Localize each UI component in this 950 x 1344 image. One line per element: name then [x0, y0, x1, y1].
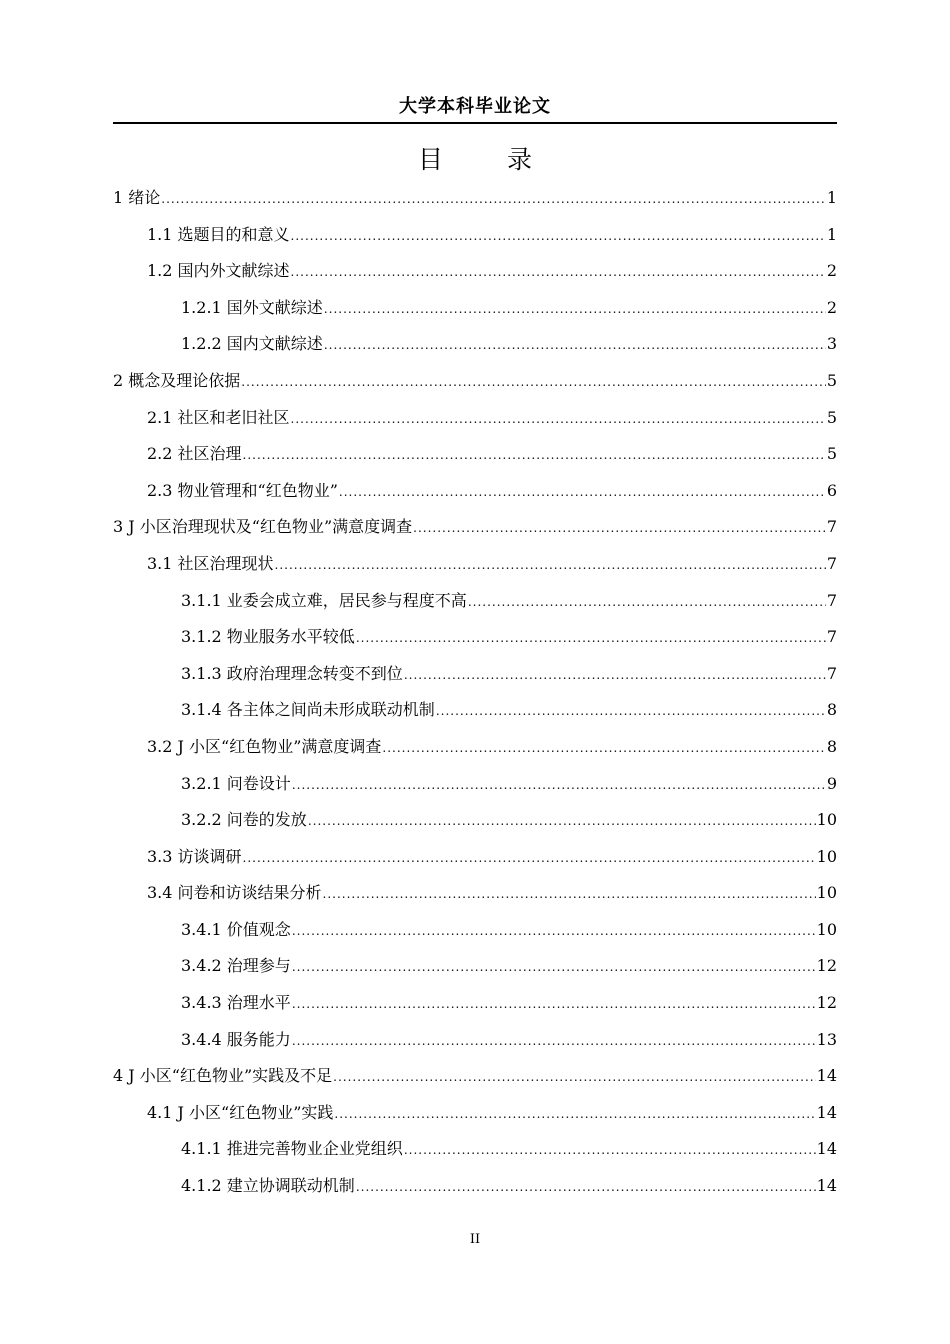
toc-entry-title: 2.2 社区治理: [147, 444, 242, 464]
toc-dot-leader: [161, 181, 826, 218]
toc-entry-title: 1 绪论: [113, 188, 161, 207]
toc-entry-title: 3.2 J 小区“红色物业”满意度调查: [147, 736, 382, 756]
toc-entry-title: 3.2.1 问卷设计: [181, 773, 291, 793]
toc-entry-page: 7: [826, 663, 837, 683]
toc-entry[interactable]: [113, 1131, 837, 1168]
toc-dot-leader: [291, 254, 826, 291]
toc-entry-title: 3.4.4 服务能力: [181, 1029, 291, 1049]
toc-entry-title: 4.1.2 建立协调联动机制: [181, 1176, 355, 1196]
toc-entry[interactable]: [113, 802, 837, 839]
toc-entry[interactable]: [113, 985, 837, 1022]
toc-entry[interactable]: [113, 1168, 837, 1205]
toc-dot-leader: [292, 767, 826, 804]
toc-dot-leader: [324, 327, 826, 364]
toc-dot-leader: [241, 364, 826, 401]
toc-dot-leader: [468, 584, 826, 621]
toc-entry-page: 5: [826, 407, 837, 427]
toc-entry[interactable]: [113, 473, 837, 510]
toc-dot-leader: [413, 510, 826, 547]
toc-dot-leader: [292, 1023, 816, 1060]
toc-entry-page: 14: [816, 1176, 837, 1196]
toc-entry-page: 7: [826, 627, 837, 647]
toc-entry[interactable]: [113, 692, 837, 729]
toc-entry-page: 8: [826, 700, 837, 720]
toc-entry-title: 3.4.1 价值观念: [181, 919, 291, 939]
toc-dot-leader: [436, 693, 826, 730]
toc-entry-page: 10: [816, 883, 837, 903]
toc-dot-leader: [291, 218, 826, 255]
toc-entry[interactable]: [113, 766, 837, 803]
toc-entry-title: 3.1.2 物业服务水平较低: [181, 627, 355, 647]
toc-dot-leader: [243, 437, 826, 474]
toc-entry-title: 2.1 社区和老旧社区: [147, 407, 290, 427]
toc-entry-title: 1.2.2 国内文献综述: [181, 334, 323, 354]
toc-entry-title: 3.1.4 各主体之间尚未形成联动机制: [181, 700, 435, 720]
toc-entry-page: 10: [816, 846, 837, 866]
toc-entry-page: 7: [826, 517, 837, 537]
toc-entry-page: 10: [816, 919, 837, 939]
toc-entry[interactable]: [113, 729, 837, 766]
toc-entry-title: 3.4.3 治理水平: [181, 993, 291, 1013]
table-of-contents: [113, 180, 837, 1205]
toc-entry[interactable]: [113, 363, 837, 400]
toc-entry[interactable]: [113, 546, 837, 583]
running-header: [113, 92, 837, 124]
toc-entry[interactable]: [113, 839, 837, 876]
page-number: II: [469, 1232, 481, 1247]
toc-entry-title: 3.3 访谈调研: [147, 846, 242, 866]
toc-entry-page: 12: [816, 993, 837, 1013]
toc-entry-title: 4.1.1 推进完善物业企业党组织: [181, 1139, 403, 1159]
toc-dot-leader: [275, 547, 826, 584]
toc-entry[interactable]: [113, 180, 837, 217]
toc-entry-page: 14: [816, 1102, 837, 1122]
toc-dot-leader: [334, 1096, 815, 1133]
toc-entry[interactable]: [113, 326, 837, 363]
toc-entry-page: 5: [826, 444, 837, 464]
toc-entry[interactable]: [113, 217, 837, 254]
toc-entry-title: 3.4.2 治理参与: [181, 956, 291, 976]
toc-dot-leader: [356, 620, 826, 657]
toc-entry-page: 12: [816, 956, 837, 976]
toc-entry-title: 3.2.2 问卷的发放: [181, 810, 307, 830]
toc-entry-page: 1: [826, 188, 837, 207]
toc-entry-page: 6: [826, 480, 837, 500]
toc-entry-title: 3.4 问卷和访谈结果分析: [147, 883, 322, 903]
toc-entry-page: 9: [826, 773, 837, 793]
toc-dot-leader: [333, 1059, 816, 1096]
toc-entry[interactable]: [113, 875, 837, 912]
toc-dot-leader: [308, 803, 816, 840]
toc-entry-title: 2.3 物业管理和“红色物业”: [147, 480, 338, 500]
toc-entry[interactable]: [113, 1095, 837, 1132]
toc-entry-title: 2 概念及理论依据: [113, 370, 241, 390]
toc-entry-page: 7: [826, 590, 837, 610]
toc-dot-leader: [339, 474, 826, 511]
toc-entry-title: 1.1 选题目的和意义: [147, 224, 290, 244]
toc-entry-title: 1.2 国内外文献综述: [147, 261, 290, 281]
toc-entry[interactable]: [113, 290, 837, 327]
toc-entry-title: 3.1.1 业委会成立难，居民参与程度不高: [181, 590, 467, 610]
toc-dot-leader: [356, 1169, 816, 1206]
toc-entry-page: 14: [816, 1066, 837, 1086]
toc-entry-page: 14: [816, 1139, 837, 1159]
toc-entry[interactable]: [113, 619, 837, 656]
toc-entry-page: 1: [826, 224, 837, 244]
toc-dot-leader: [243, 840, 816, 877]
toc-entry[interactable]: [113, 948, 837, 985]
toc-dot-leader: [292, 913, 816, 950]
toc-entry-page: 3: [826, 334, 837, 354]
toc-entry[interactable]: [113, 912, 837, 949]
toc-entry-title: 1.2.1 国外文献综述: [181, 297, 323, 317]
toc-entry[interactable]: [113, 583, 837, 620]
toc-entry-title: 3.1.3 政府治理理念转变不到位: [181, 663, 403, 683]
toc-entry-title: 4.1 J 小区“红色物业”实践: [147, 1102, 334, 1122]
toc-entry-title: 4 J 小区“红色物业”实践及不足: [113, 1066, 333, 1086]
toc-entry-page: 5: [826, 370, 837, 390]
toc-dot-leader: [404, 1132, 816, 1169]
toc-dot-leader: [404, 657, 826, 694]
toc-dot-leader: [292, 949, 816, 986]
running-header-title: 大学本科毕业论文: [399, 96, 551, 117]
toc-dot-leader: [292, 986, 816, 1023]
toc-dot-leader: [324, 291, 826, 328]
toc-entry[interactable]: [113, 436, 837, 473]
toc-entry[interactable]: [113, 253, 837, 290]
toc-entry-page: 2: [826, 261, 837, 281]
toc-entry-page: 8: [826, 736, 837, 756]
toc-dot-leader: [382, 730, 825, 767]
toc-entry[interactable]: [113, 1022, 837, 1059]
toc-entry[interactable]: [113, 656, 837, 693]
toc-entry[interactable]: [113, 1058, 837, 1095]
toc-entry[interactable]: [113, 509, 837, 546]
toc-entry-page: 2: [826, 297, 837, 317]
toc-entry-page: 7: [826, 553, 837, 573]
toc-entry-page: 13: [816, 1029, 837, 1049]
toc-dot-leader: [323, 876, 816, 913]
toc-entry-page: 10: [816, 810, 837, 830]
toc-entry[interactable]: [113, 400, 837, 437]
toc-entry-title: 3 J 小区治理现状及“红色物业”满意度调查: [113, 517, 413, 537]
toc-title: 目 录: [418, 145, 560, 174]
toc-entry-title: 3.1 社区治理现状: [147, 553, 274, 573]
toc-dot-leader: [291, 401, 826, 438]
